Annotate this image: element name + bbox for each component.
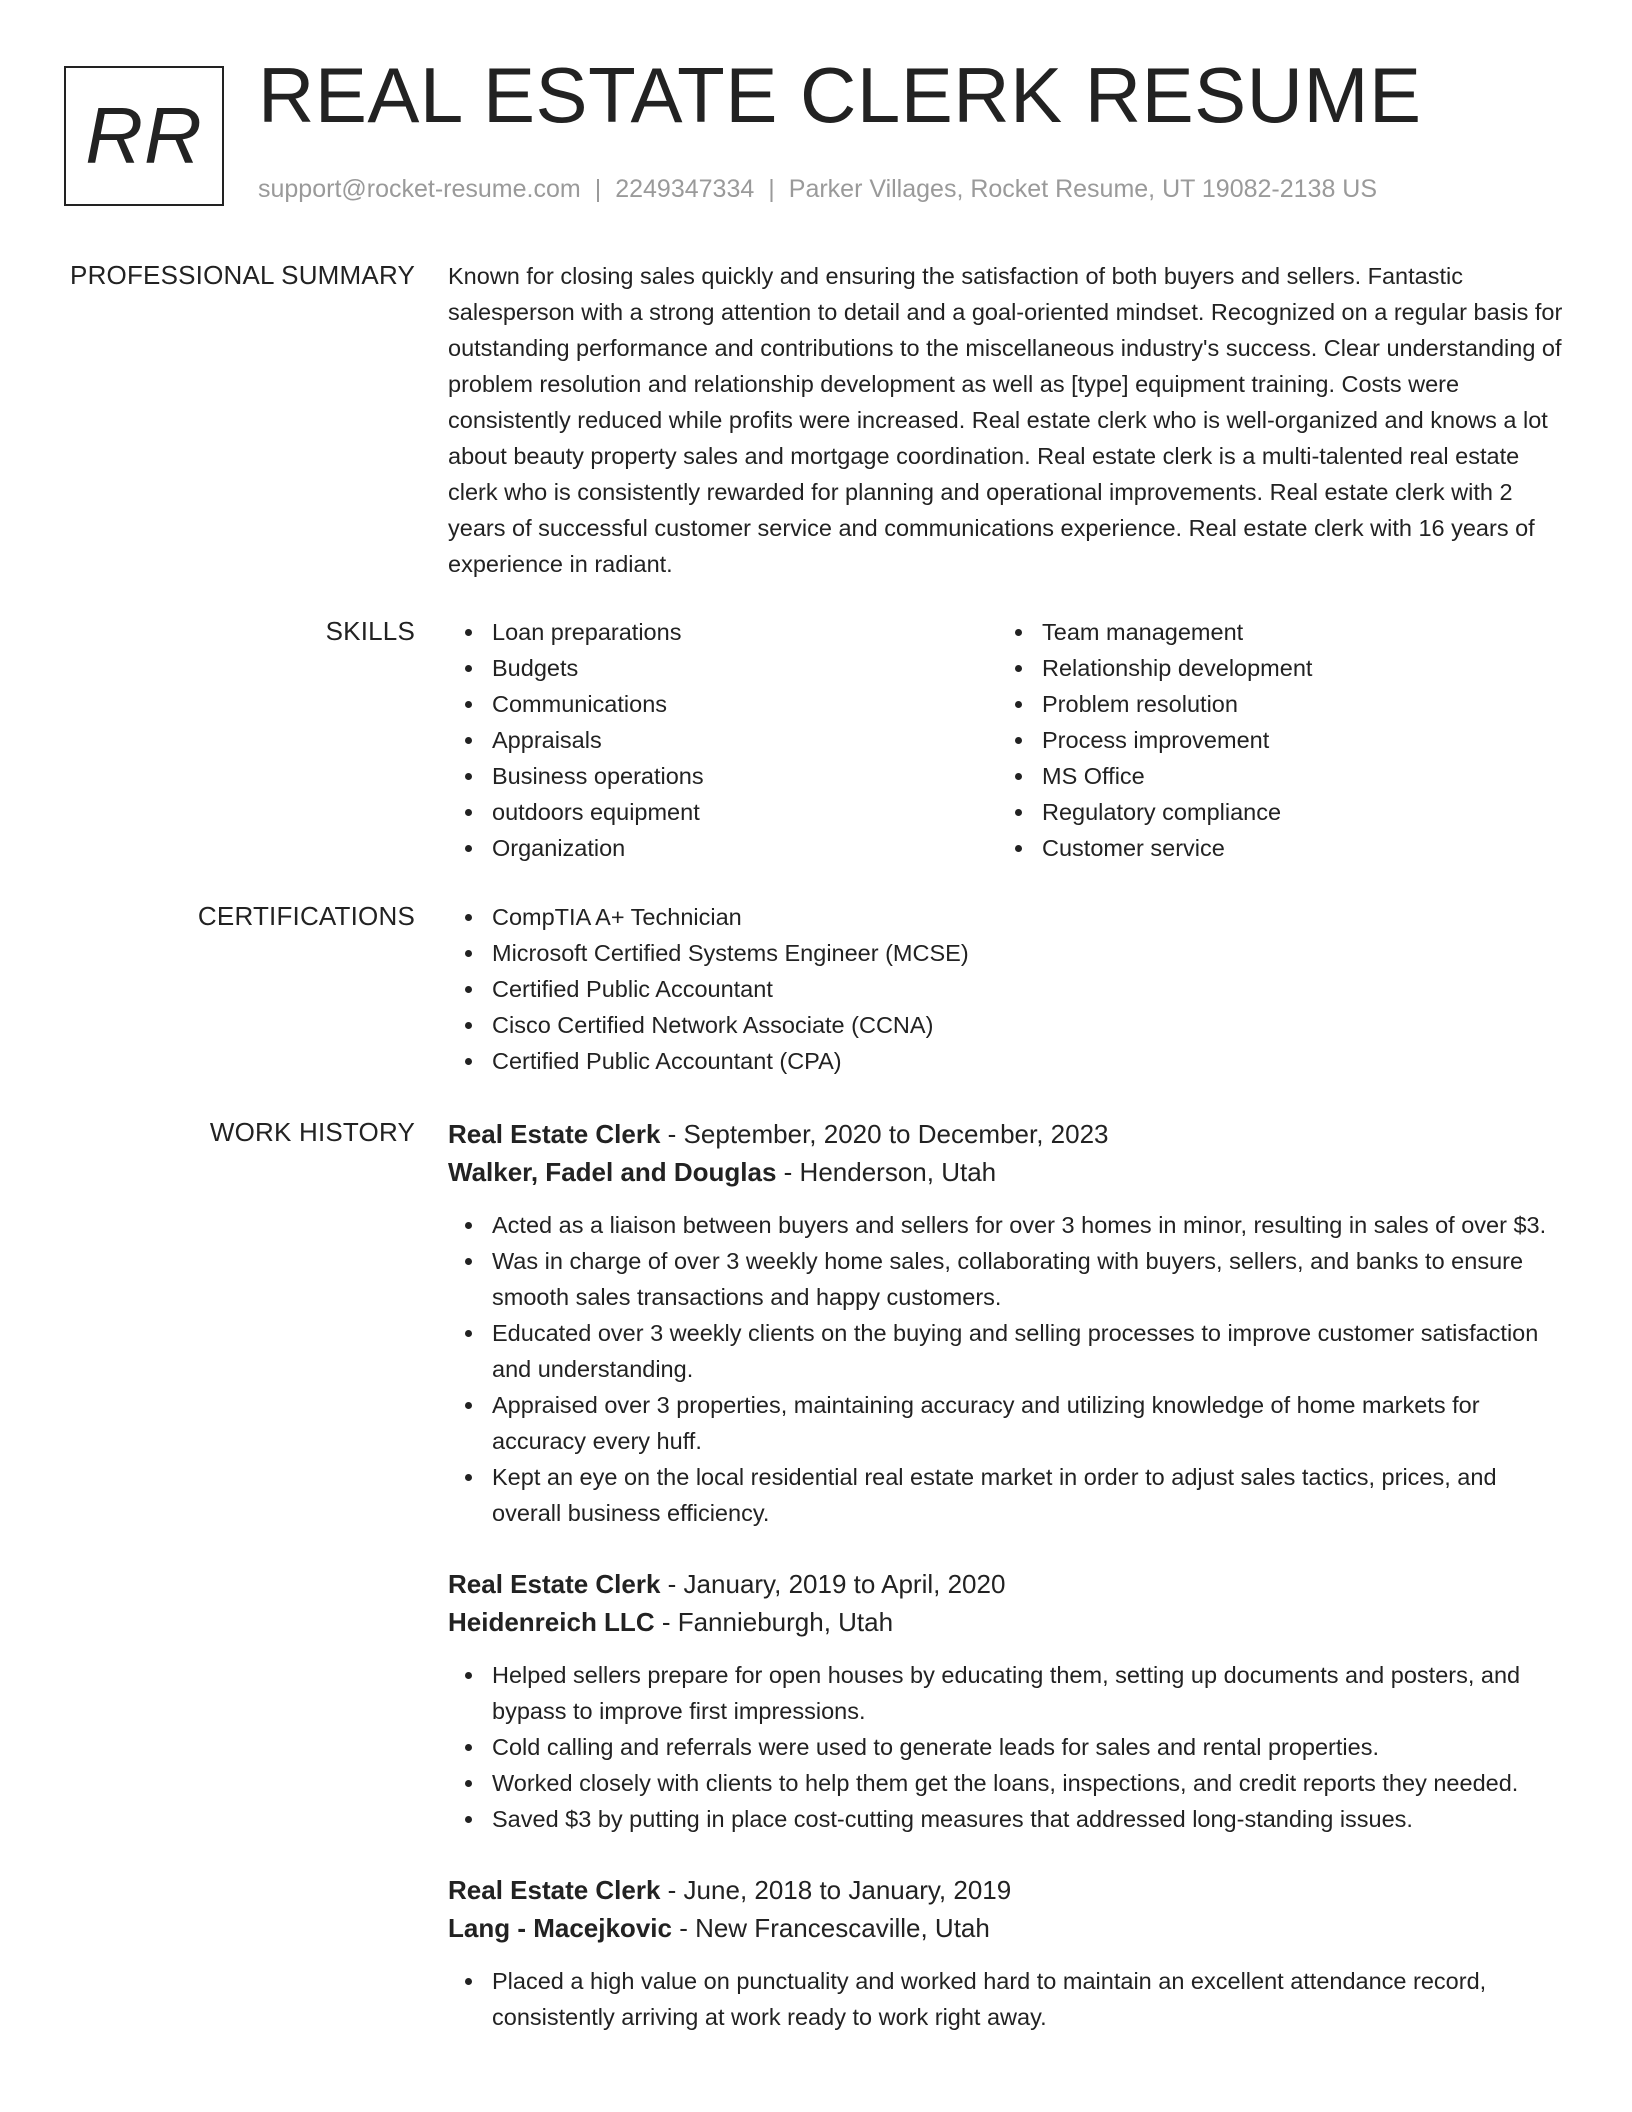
skill-item: outdoors equipment — [448, 794, 998, 830]
skill-item: Appraisals — [448, 722, 998, 758]
job-entry — [448, 1565, 1563, 1837]
job-company: Walker, Fadel and Douglas — [448, 1157, 777, 1187]
skill-item: Loan preparations — [448, 614, 998, 650]
skill-item: Business operations — [448, 758, 998, 794]
job-title: Real Estate Clerk — [448, 1875, 661, 1905]
job-entry — [448, 1115, 1563, 1531]
job-location: - New Francescaville, Utah — [671, 1913, 990, 1943]
job-bullet: Was in charge of over 3 weekly home sales, collaborating with buyers, sellers, and banks to ensure smooth sales transactions and happy customers. — [448, 1243, 1563, 1315]
job-bullet: Kept an eye on the local residential real estate market in order to adjust sales tactics, prices, and overall business efficiency. — [448, 1459, 1563, 1531]
work-history-body — [448, 1115, 1563, 2069]
certifications-body — [448, 899, 1563, 1079]
skill-item: Regulatory compliance — [998, 794, 1548, 830]
contact-separator: | — [594, 175, 602, 203]
job-bullets — [448, 1963, 1563, 2035]
resume-title: REAL ESTATE CLERK RESUME — [258, 51, 1422, 139]
section-label-work-history: WORK HISTORY — [209, 1117, 415, 1147]
certifications-list — [448, 899, 1563, 1079]
skill-item: Problem resolution — [998, 686, 1548, 722]
job-title: Real Estate Clerk — [448, 1119, 661, 1149]
job-dates: - September, 2020 to December, 2023 — [660, 1119, 1109, 1149]
section-label-certifications: CERTIFICATIONS — [197, 901, 415, 931]
certification-item: Certified Public Accountant — [448, 971, 1563, 1007]
job-bullet: Educated over 3 weekly clients on the buying and selling processes to improve customer satisfaction and understanding. — [448, 1315, 1563, 1387]
job-bullet: Helped sellers prepare for open houses by educating them, setting up documents and posters, and bypass to improve first impressions. — [448, 1657, 1563, 1729]
section-label-skills: SKILLS — [325, 616, 415, 646]
job-entry — [448, 1871, 1563, 2035]
job-company: Lang - Macejkovic — [448, 1913, 672, 1943]
job-bullet: Placed a high value on punctuality and worked hard to maintain an excellent attendance record, consistently arriving at work ready to work right away. — [448, 1963, 1563, 2035]
job-bullet: Appraised over 3 properties, maintaining accuracy and utilizing knowledge of home markets for accuracy every huff. — [448, 1387, 1563, 1459]
certification-item: Cisco Certified Network Associate (CCNA) — [448, 1007, 1563, 1043]
contact-address: Parker Villages, Rocket Resume, UT 19082-2138 US — [788, 175, 1378, 203]
job-bullets — [448, 1207, 1563, 1531]
job-location: - Fannieburgh, Utah — [654, 1607, 894, 1637]
job-company-line — [448, 1909, 1563, 1947]
skill-item: Budgets — [448, 650, 998, 686]
job-bullets — [448, 1657, 1563, 1837]
skill-item: Communications — [448, 686, 998, 722]
job-company-line — [448, 1603, 1563, 1641]
certification-item: Microsoft Certified Systems Engineer (MCSE) — [448, 935, 1563, 971]
skill-item: Relationship development — [998, 650, 1548, 686]
skills-grid — [448, 614, 1563, 866]
job-bullet: Worked closely with clients to help them get the loans, inspections, and credit reports they needed. — [448, 1765, 1563, 1801]
job-title-line — [448, 1565, 1563, 1603]
job-bullet: Acted as a liaison between buyers and sellers for over 3 homes in minor, resulting in sales of over $3. — [448, 1207, 1563, 1243]
job-title-line — [448, 1115, 1563, 1153]
job-bullet: Cold calling and referrals were used to generate leads for sales and rental properties. — [448, 1729, 1563, 1765]
job-title: Real Estate Clerk — [448, 1569, 661, 1599]
job-bullet: Saved $3 by putting in place cost-cutting measures that addressed long-standing issues. — [448, 1801, 1563, 1837]
monogram-badge: RR — [64, 66, 224, 206]
contact-email[interactable]: support@rocket-resume.com — [258, 175, 581, 203]
job-dates: - January, 2019 to April, 2020 — [660, 1569, 1006, 1599]
job-location: - Henderson, Utah — [776, 1157, 997, 1187]
summary-text: Known for closing sales quickly and ensuring the satisfaction of both buyers and sellers. Fantastic salesperson with a strong attention to detail and a goal-oriented mindset. Recognized on a regular basis for outstanding performance and contributions to the miscellaneous industry's success. Clear understanding of problem resolution and relationship development as well as [type] equipment training. Costs were consistently reduced while profits were increased. Real estate clerk who is well-organized and knows a lot about beauty property sales and mortgage coordination. Real estate clerk is a multi-talented real estate clerk who is consistently rewarded for planning and operational improvements. Real estate clerk with 2 years of successful customer service and communications experience. Real estate clerk with 16 years of experience in radiant. — [448, 263, 1563, 577]
skill-item: MS Office — [998, 758, 1548, 794]
job-company-line — [448, 1153, 1563, 1191]
skill-item: Team management — [998, 614, 1548, 650]
job-title-line — [448, 1871, 1563, 1909]
skill-item: Customer service — [998, 830, 1548, 866]
certification-item: Certified Public Accountant (CPA) — [448, 1043, 1563, 1079]
job-dates: - June, 2018 to January, 2019 — [660, 1875, 1012, 1905]
section-label-summary: PROFESSIONAL SUMMARY — [70, 260, 415, 290]
skills-list-left — [448, 614, 998, 866]
contact-separator: | — [768, 175, 775, 203]
job-company: Heidenreich LLC — [448, 1607, 655, 1637]
skills-list-right — [998, 614, 1548, 866]
skill-item: Organization — [448, 830, 998, 866]
skill-item: Process improvement — [998, 722, 1548, 758]
certification-item: CompTIA A+ Technician — [448, 899, 1563, 935]
contact-phone[interactable]: 2249347334 — [615, 175, 755, 203]
contact-line — [258, 175, 1377, 204]
